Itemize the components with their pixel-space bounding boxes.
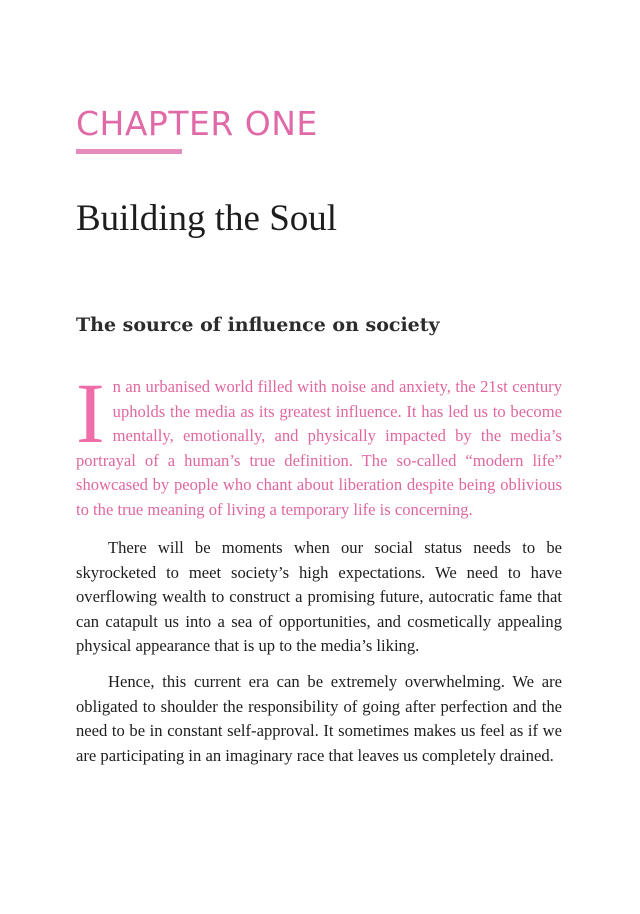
chapter-underline-rule: [76, 149, 182, 154]
chapter-title: Building the Soul: [76, 198, 338, 239]
drop-cap-letter: I: [76, 365, 105, 461]
body-paragraph-3: Hence, this current era can be extremely overwhelming. We are obligated to shoulder the responsibility of going after perfection and the need to be in constant self-approval. It sometimes makes us feel as if we are participating in an imaginary race that leaves us completely drained.: [76, 672, 562, 765]
intro-paragraph: [76, 365, 562, 523]
body-paragraph-2: There will be moments when our social status needs to be skyrocketed to meet society’s high expectations. We need to have overflowing wealth to construct a promising future, autocratic fame that can catapult us into a sea of opportunities, and cosmetically appealing physical appearance that is up to the media’s liking.: [76, 538, 562, 656]
section-heading: The source of influence on society: [76, 314, 440, 336]
intro-paragraph-text: n an urbanised world filled with noise and anxiety, the 21st century upholds the media as its greatest influence. It has led us to become mentally, emotionally, and physically impacted by the media’s portrayal of a human’s true definition. The so-called “modern life” showcased by people who chant about liberation despite being oblivious to the true meaning of living a temporary life is concerning.: [76, 377, 562, 519]
chapter-label: CHAPTER ONE: [76, 104, 318, 143]
